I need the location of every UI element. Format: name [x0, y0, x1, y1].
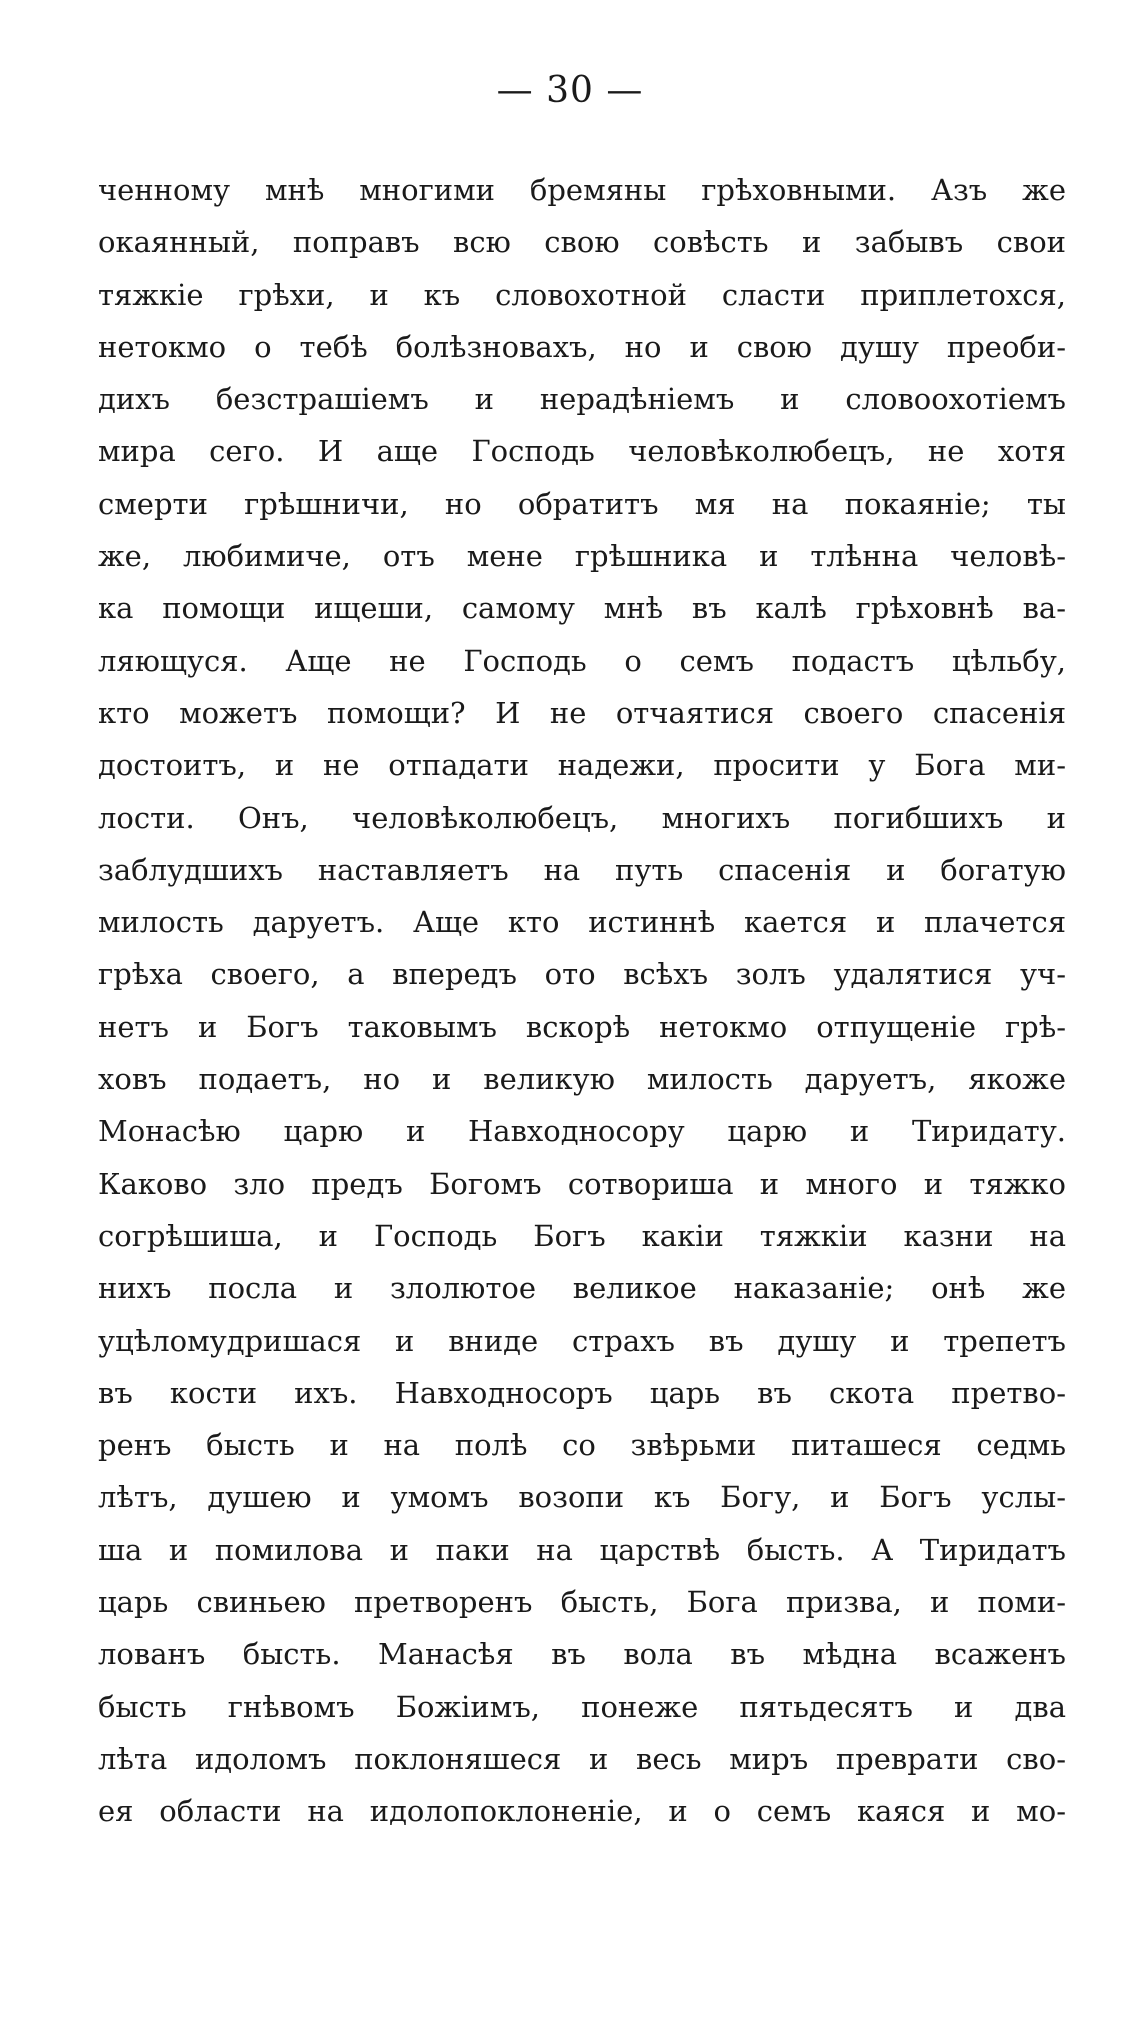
- text-line: ка помощи ищеши, самому мнѣ въ калѣ грѣховнѣ ва-: [98, 591, 1066, 626]
- body-text: [98, 164, 1066, 1838]
- text-line: царь свиньею претворенъ бысть, Бога призва, и поми-: [98, 1585, 1066, 1620]
- text-line: смерти грѣшничи, но обратитъ мя на покаяніе; ты: [98, 486, 1066, 521]
- text-line: нетокмо о тебѣ болѣзновахъ, но и свою душу преоби-: [98, 329, 1066, 364]
- text-line: ляющуся. Аще не Господь о семъ подастъ цѣльбу,: [98, 643, 1066, 678]
- text-line: грѣха своего, а впередъ ото всѣхъ золъ удалятися уч-: [98, 957, 1066, 992]
- text-line: же, любимиче, отъ мене грѣшника и тлѣнна человѣ-: [98, 539, 1066, 574]
- text-line: лости. Онъ, человѣколюбецъ, многихъ погибшихъ и: [98, 800, 1066, 835]
- text-line: достоитъ, и не отпадати надежи, просити у Бога ми-: [98, 748, 1066, 783]
- text-line: дихъ безстрашіемъ и нерадѣніемъ и словоохотіемъ: [98, 382, 1066, 417]
- text-line: въ кости ихъ. Навходносоръ царь въ скота претво-: [98, 1375, 1066, 1410]
- text-line: лѣтъ, душею и умомъ возопи къ Богу, и Богъ услы-: [98, 1480, 1066, 1515]
- text-line: уцѣломудришася и вниде страхъ въ душу и трепетъ: [98, 1323, 1066, 1358]
- text-line: лованъ бысть. Манасѣя въ вола въ мѣдна всаженъ: [98, 1637, 1066, 1672]
- text-line: нихъ посла и злолютое великое наказаніе; онѣ же: [98, 1271, 1066, 1306]
- text-line: Монасѣю царю и Навходносору царю и Тиридату.: [98, 1114, 1066, 1149]
- text-line: согрѣшиша, и Господь Богъ какіи тяжкіи казни на: [98, 1218, 1066, 1253]
- text-line: Каково зло предъ Богомъ сотвориша и много и тяжко: [98, 1166, 1066, 1201]
- text-line: тяжкіе грѣхи, и къ словохотной сласти приплетохся,: [98, 277, 1066, 312]
- text-line: ша и помилова и паки на царствѣ бысть. А Тиридатъ: [98, 1532, 1066, 1567]
- text-line: мира сего. И аще Господь человѣколюбецъ, не хотя: [98, 434, 1066, 469]
- text-line: заблудшихъ наставляетъ на путь спасенія и богатую: [98, 852, 1066, 887]
- text-line: ея области на идолопоклоненіе, и о семъ каяся и мо-: [98, 1794, 1066, 1829]
- text-line: лѣта идоломъ поклоняшеся и весь миръ преврати сво-: [98, 1741, 1066, 1776]
- text-line: нетъ и Богъ таковымъ вскорѣ нетокмо отпущеніе грѣ-: [98, 1009, 1066, 1044]
- text-line: ченному мнѣ многими бремяны грѣховными. Азъ же: [98, 173, 1066, 207]
- page-number: — 30 —: [496, 70, 644, 111]
- text-line: окаянный, поправъ всю свою совѣсть и забывъ свои: [98, 225, 1066, 260]
- text-line: ренъ бысть и на полѣ со звѣрьми питашеся седмь: [98, 1428, 1066, 1463]
- text-line: кто можетъ помощи? И не отчаятися своего спасенія: [98, 695, 1066, 730]
- text-line: ховъ подаетъ, но и великую милость даруетъ, якоже: [98, 1062, 1066, 1097]
- text-line: бысть гнѣвомъ Божіимъ, понеже пятьдесятъ и два: [98, 1689, 1066, 1724]
- text-line: милость даруетъ. Аще кто истиннѣ кается и плачется: [98, 905, 1066, 940]
